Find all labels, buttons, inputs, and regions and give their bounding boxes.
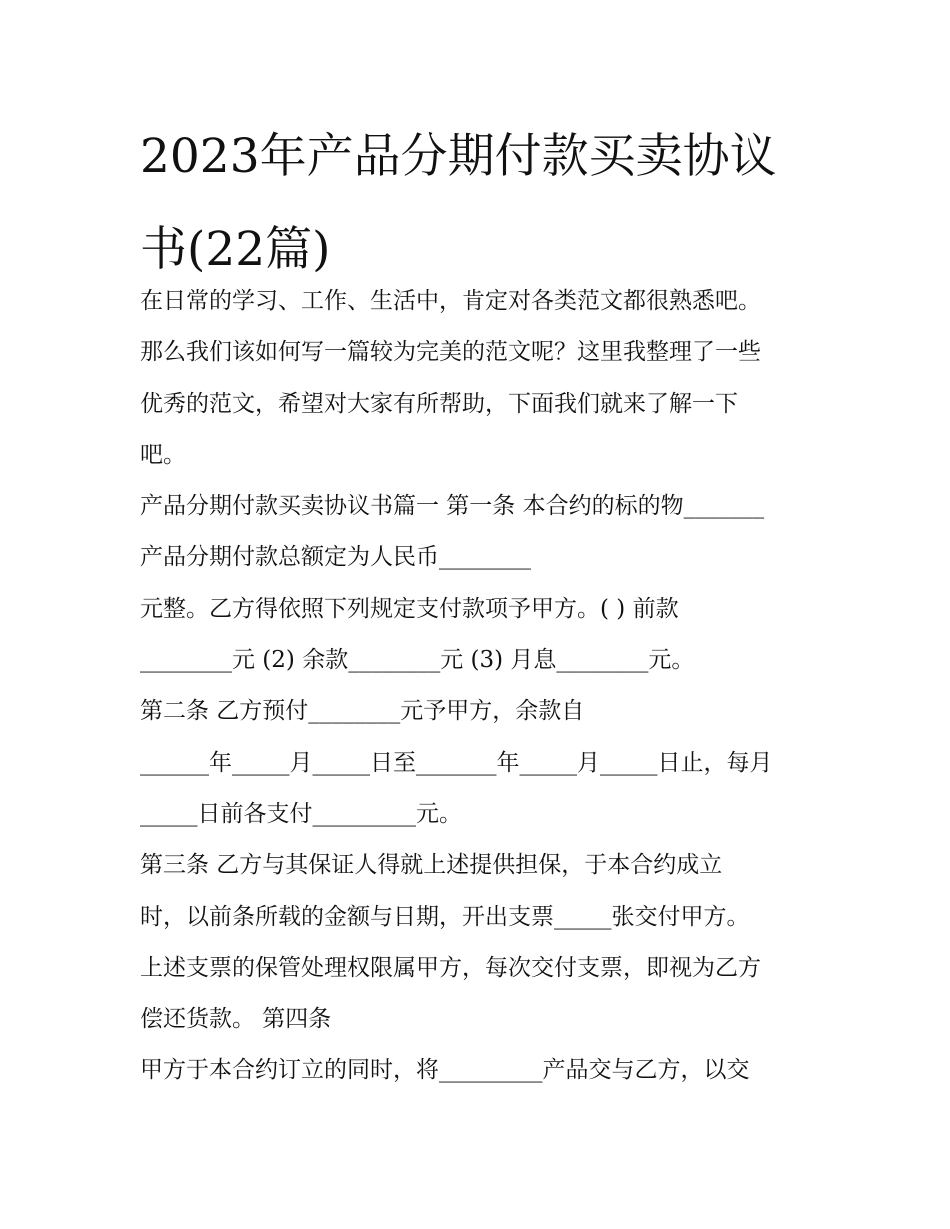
document-title	[140, 110, 830, 296]
body-line: 元整。乙方得依照下列规定支付款项予甲方。( ) 前款	[140, 595, 679, 622]
body-line: 时，以前条所载的金额与日期，开出支票_____张交付甲方。	[140, 903, 750, 930]
document-body	[140, 276, 830, 1097]
body-line: 在日常的学习、工作、生活中，肯定对各类范文都很熟悉吧。	[140, 288, 761, 314]
body-line: 吧。	[140, 441, 186, 468]
body-line: 产品分期付款买卖协议书篇一 第一条 本合约的标的物_______	[140, 493, 765, 520]
title-line-1: 2023年产品分期付款买卖协议	[140, 129, 777, 184]
title-line-2: 书(22篇)	[140, 222, 331, 277]
body-line: 甲方于本合约订立的同时，将_________产品交与乙方，以交	[140, 1057, 750, 1084]
body-line: _____日前各支付_________元。	[140, 800, 462, 827]
body-line: 产品分期付款总额定为人民币________	[140, 544, 531, 571]
body-line: ________元 (2) 余款________元 (3) 月息________元。	[140, 647, 695, 674]
body-line: 第二条 乙方预付________元予甲方，余款自	[140, 698, 585, 725]
body-line: 那么我们该如何写一篇较为完美的范文呢？这里我整理了一些	[140, 339, 761, 366]
body-line: 偿还货款。 第四条	[140, 1006, 332, 1033]
body-line: 上述支票的保管处理权限属甲方，每次交付支票，即视为乙方	[140, 954, 761, 981]
body-line: 优秀的范文，希望对大家有所帮助，下面我们就来了解一下	[140, 390, 738, 417]
body-line: 第三条 乙方与其保证人得就上述提供担保，于本合约成立	[140, 852, 723, 879]
body-line: ______年_____月_____日至_______年_____月_____日止，每月	[140, 749, 773, 776]
